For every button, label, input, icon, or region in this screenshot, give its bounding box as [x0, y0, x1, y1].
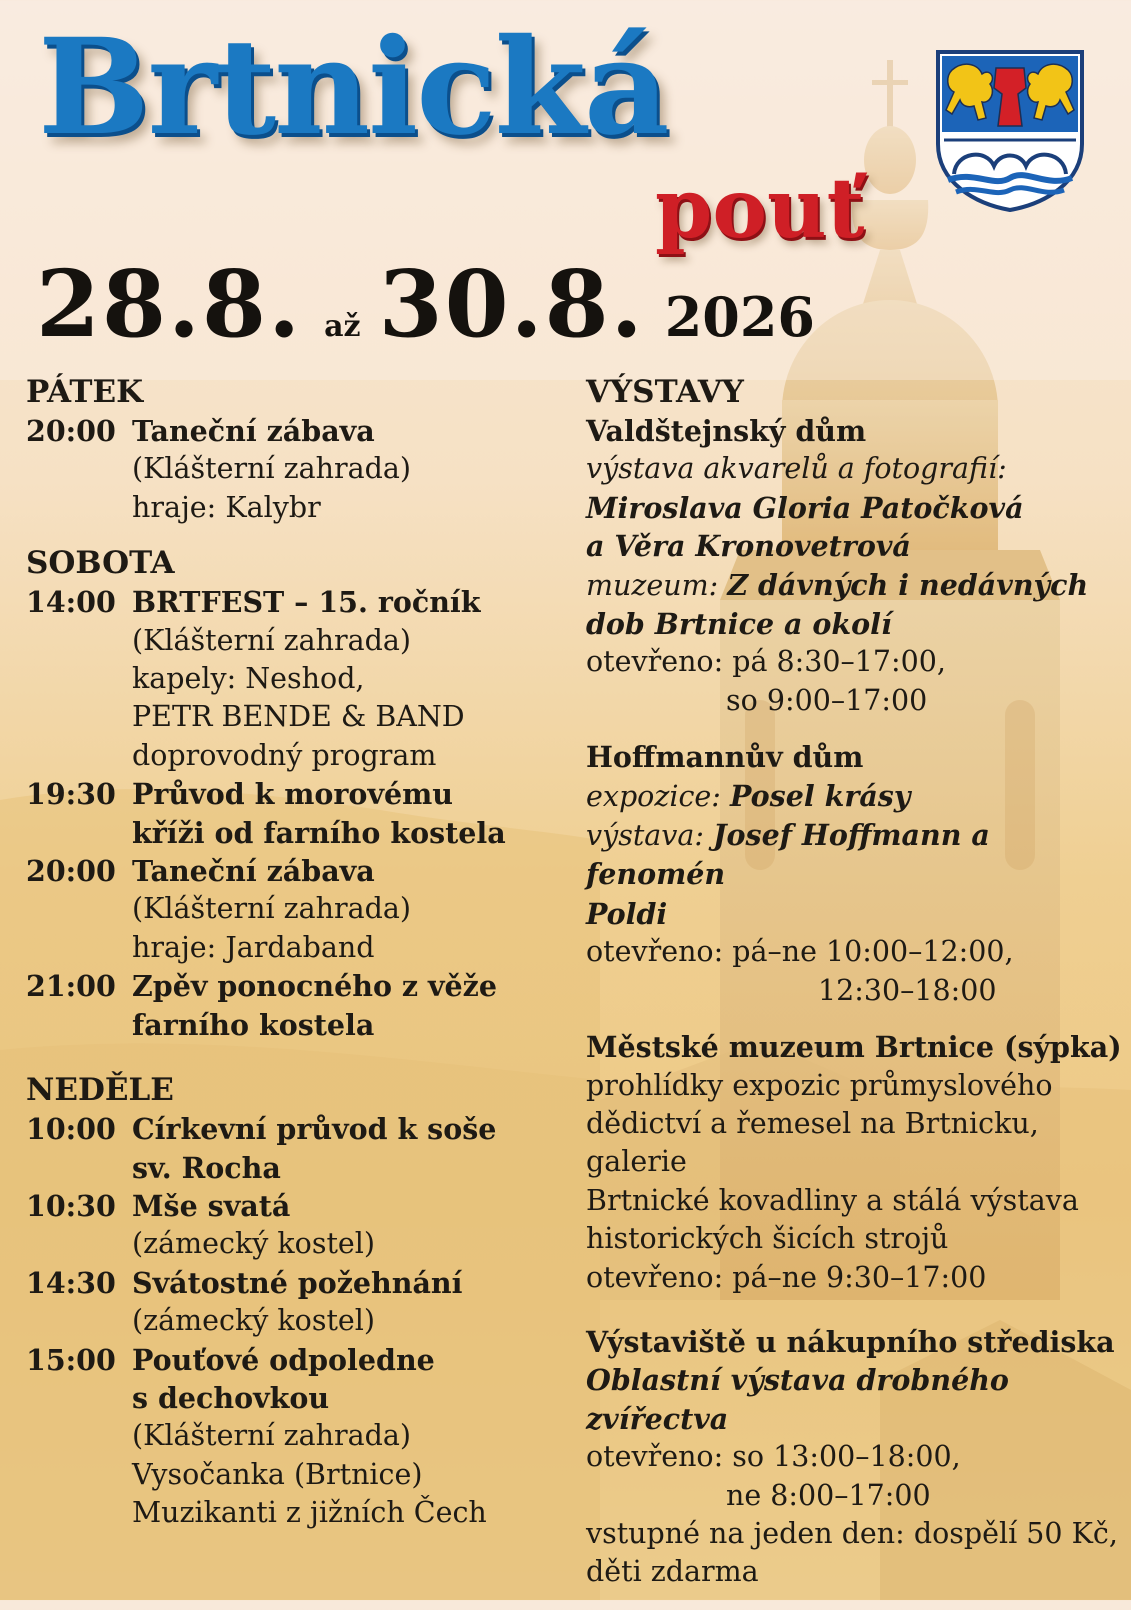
event-item [26, 583, 546, 775]
exhibition-title: Oblastní výstava drobného [586, 1363, 1009, 1398]
expo-label: expozice: [586, 779, 721, 813]
date-range [36, 250, 815, 358]
opening-hours: otevřeno: pá–ne 10:00–12:00, [586, 935, 1014, 969]
show-title: Poldi [586, 896, 668, 931]
event-title: Taneční zábava [132, 414, 375, 448]
exhibition-museum [586, 1028, 1126, 1297]
opening-hours: so 9:00–17:00 [726, 683, 928, 717]
event-title: sv. Rocha [132, 1150, 281, 1185]
expo-title: Posel krásy [729, 778, 911, 813]
exhibition-hoffmann [586, 738, 1126, 1010]
exhibitions-heading: VÝSTAVY [586, 374, 744, 410]
day-saturday [26, 543, 546, 1044]
museum-title: dob Brtnice a okolí [586, 607, 892, 642]
event-title: farního kostela [132, 1007, 375, 1042]
venue-description: prohlídky expozic průmyslového [586, 1068, 1053, 1102]
event-detail: kapely: Neshod, [132, 662, 365, 696]
event-detail: Muzikanti z jižních Čech [132, 1496, 487, 1530]
event-detail: hraje: Jardaband [132, 930, 375, 964]
event-detail: Vysočanka (Brtnice) [132, 1457, 423, 1491]
event-title: Zpěv ponocného z věže [132, 969, 497, 1004]
poster-subtitle: pouť [655, 161, 865, 257]
admission-fee: děti zdarma [586, 1555, 759, 1589]
show-title: Josef Hoffmann a fenomén [586, 818, 990, 892]
exhibition-intro: výstava akvarelů a fotografií: [586, 452, 1007, 486]
event-detail: (Klášterní zahrada) [132, 623, 411, 657]
venue-name: Valdštejnský dům [586, 414, 867, 448]
opening-hours: 12:30–18:00 [818, 973, 997, 1007]
event-detail: (zámecký kostel) [132, 1304, 376, 1338]
date-from: 28.8. [36, 250, 303, 358]
event-item [26, 852, 546, 967]
event-time: 20:00 [26, 414, 116, 448]
event-item [26, 412, 546, 527]
day-heading: NEDĚLE [26, 1072, 174, 1109]
show-label: výstava: [586, 819, 704, 853]
event-detail: (zámecký kostel) [132, 1227, 376, 1261]
museum-title: Z dávných i nedávných [727, 567, 1089, 602]
event-title: Církevní průvod k soše [132, 1112, 497, 1147]
event-detail: (Klášterní zahrada) [132, 452, 411, 486]
event-detail: doprovodný program [132, 738, 437, 772]
opening-hours: otevřeno: so 13:00–18:00, [586, 1440, 961, 1474]
exhibition-artists: Miroslava Gloria Patočková [586, 490, 1024, 525]
venue-description: dědictví a řemesel na Brtnicku, galerie [586, 1106, 1039, 1179]
event-detail: (Klášterní zahrada) [132, 892, 411, 926]
opening-hours: otevřeno: pá 8:30–17:00, [586, 645, 946, 679]
venue-name: Hoffmannův dům [586, 740, 864, 775]
event-item [26, 1264, 546, 1341]
exhibition-valdstejn [586, 412, 1126, 720]
event-time: 15:00 [26, 1342, 116, 1377]
admission-fee: vstupné na jeden den: dospělí 50 Kč, [586, 1516, 1118, 1550]
event-title: Průvod k morovému [132, 777, 454, 812]
exhibition-fairground [586, 1323, 1126, 1592]
event-detail: hraje: Kalybr [132, 490, 321, 524]
event-title: Svátostné požehnání [132, 1265, 463, 1300]
date-to: 30.8. [378, 250, 645, 358]
date-separator: až [324, 309, 361, 344]
event-time: 20:00 [26, 854, 116, 889]
museum-label: muzeum: [586, 568, 719, 602]
day-sunday [26, 1070, 546, 1532]
exhibitions-column [586, 372, 1126, 1610]
exhibition-title: zvířectva [586, 1401, 729, 1436]
event-item [26, 775, 546, 852]
event-time: 10:00 [26, 1112, 116, 1147]
opening-hours: ne 8:00–17:00 [726, 1478, 931, 1512]
day-friday [26, 372, 546, 527]
event-detail: PETR BENDE & BAND [132, 700, 465, 734]
event-title: BRTFEST – 15. ročník [132, 585, 481, 620]
event-time: 19:30 [26, 777, 116, 812]
venue-name: Městské muzeum Brtnice (sýpka) [586, 1030, 1122, 1065]
event-time: 10:30 [26, 1188, 116, 1223]
event-title: Pouťové odpoledne [132, 1342, 435, 1377]
event-item [26, 1341, 546, 1533]
event-item [26, 1187, 546, 1264]
event-title: kříži od farního kostela [132, 815, 506, 850]
event-time: 21:00 [26, 969, 116, 1004]
venue-name: Výstaviště u nákupního střediska [586, 1324, 1115, 1359]
event-time: 14:30 [26, 1265, 116, 1300]
venue-description: historických šicích strojů [586, 1222, 949, 1256]
event-item [26, 967, 546, 1044]
poster-title: Brtnická [38, 10, 668, 165]
opening-hours: otevřeno: pá–ne 9:30–17:00 [586, 1260, 987, 1294]
day-heading: SOBOTA [26, 545, 175, 582]
program-column [26, 372, 546, 1545]
exhibition-artists: a Věra Kronovetrová [586, 529, 911, 564]
day-heading: PÁTEK [26, 374, 144, 410]
event-detail: (Klášterní zahrada) [132, 1419, 411, 1453]
event-item [26, 1110, 546, 1187]
event-title: s dechovkou [132, 1380, 330, 1415]
event-title: Taneční zábava [132, 854, 375, 889]
date-year: 2026 [664, 285, 815, 349]
venue-description: Brtnické kovadliny a stálá výstava [586, 1183, 1079, 1217]
town-crest-icon [934, 48, 1086, 212]
event-title: Mše svatá [132, 1188, 291, 1223]
event-time: 14:00 [26, 585, 116, 620]
